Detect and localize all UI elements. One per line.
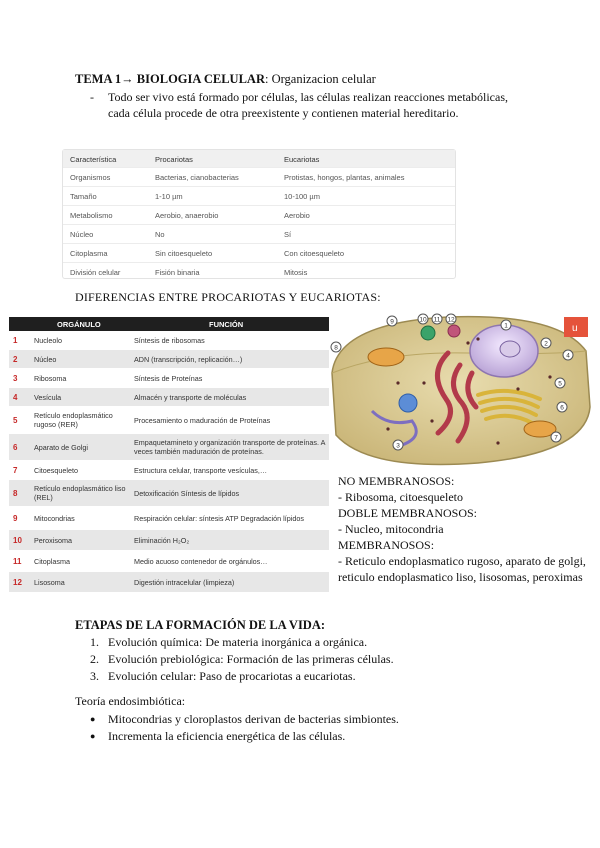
nucleolus [500,341,520,357]
organelle-number: 11 [13,556,22,566]
table-cell: Aerobio, anaerobio [155,211,219,220]
list-text: Evolución celular: Paso de procariotas a eucariotas. [108,669,356,683]
table-row [9,350,329,369]
membrane-line: - Ribosoma, citoesqueleto [338,490,463,504]
organelle-name: Nucleolo [34,335,62,345]
list-item [90,711,399,728]
organelle-name: Mitocondrias [34,513,75,523]
organelle-function: Empaquetamineto y organización transporte de proteínas. A veces también maduración de proteínas. [134,438,325,456]
cell-label: 1 [504,322,508,330]
organelle-table [9,317,329,593]
table-cell: Metabolismo [70,211,113,220]
organelle-name: Ribosoma [34,373,67,383]
list-item [90,651,394,668]
cell-label: 4 [566,352,570,360]
theory-heading: Teoría endosimbiótica: [75,694,186,708]
table-row [9,507,329,530]
organelle-number: 6 [13,442,18,452]
table-row [9,388,329,407]
table-cell: Sin citoesqueleto [155,249,213,258]
membrane-line: - Nucleo, mitocondria [338,522,444,536]
differences-heading: DIFERENCIAS ENTRE PROCARIOTAS Y EUCARIOTAS: [75,290,381,304]
organelle-name: Peroxisoma [34,535,72,545]
table-row [9,572,329,593]
organelle-number: 9 [13,513,18,523]
theory-list [90,711,399,745]
table-row [63,206,455,225]
mitochondria [368,348,404,366]
svg-text:u: u [572,323,578,334]
organelle-function: Respiración celular: síntesis ATP Degradación lípidos [134,513,304,523]
organelle-name: Retículo endoplasmático rugoso (RER) [34,411,113,429]
list-item [90,728,399,745]
table-row [63,263,455,281]
table-cell: Fisión binaria [155,268,200,277]
list-item [90,634,394,651]
stages-list [90,634,394,685]
table-row [63,244,455,263]
bullet-icon: ● [90,714,96,724]
lysosome [421,326,435,340]
eukaryotic-cell-diagram [328,303,600,473]
membrane-line: NO MEMBRANOSOS: [338,474,455,488]
table-cell: División celular [70,268,121,277]
organelle-number: 2 [13,354,18,364]
peroxisome [448,325,460,337]
title-rest: : Organizacion celular [264,72,376,86]
organelle-function: Medio acuoso contenedor de orgánulos… [134,556,268,566]
table-row [9,480,329,507]
table-cell: Aerobio [284,211,310,220]
organelle-number: 5 [13,415,18,425]
organelle-number: 12 [13,577,22,587]
organelle-name: Aparato de Golgi [34,442,88,452]
stages-heading: ETAPAS DE LA FORMACIÓN DE LA VIDA: [75,618,326,632]
list-number: 2. [90,652,99,666]
organelle-name: Lisosoma [34,577,65,587]
cell-membrane [332,317,590,465]
cell-label: 8 [334,344,338,352]
table-row [9,461,329,480]
organelle-function: ADN (transcripción, replicación…) [134,354,243,364]
cell-label: 5 [558,380,562,388]
intro-paragraph: - Todo ser vivo está formado por células, las células realizan reacciones metabólicas, cada célula procede de otra preexistente y contienen material hereditario. [90,89,530,121]
cell-label: 6 [560,404,564,412]
list-text: Evolución prebiológica: Formación de las primeras células. [108,652,394,666]
header-cell: Procariotas [155,155,193,164]
intro-text: Todo ser vivo está formado por células, las células realizan reacciones metabólicas, cada célula procede de otra preexistente y contienen material hereditario. [108,90,508,120]
organelle-number: 4 [13,392,18,402]
table-cell: 10-100 µm [284,192,321,201]
comparison-header [63,150,455,168]
header-cell: ORGÁNULO [57,320,101,329]
organelle-function: Detoxificación Síntesis de lípidos [134,488,240,498]
organelle-table-header [9,317,329,331]
table-row [9,434,329,461]
cell-label: 7 [554,434,558,442]
organelle-number: 7 [13,465,18,475]
table-cell: Mitosis [284,268,308,277]
table-cell: Protistas, hongos, plantas, animales [284,173,405,182]
list-text: Mitocondrias y cloroplastos derivan de bacterias simbiontes. [108,712,399,726]
table-row [9,551,329,572]
table-cell: No [155,230,165,239]
table-cell: Con citoesqueleto [284,249,345,258]
organelle-function: Eliminación H₂O₂ [134,535,190,545]
table-row [9,331,329,350]
cell-label: 3 [396,442,400,450]
membrane-line: - Reticulo endoplasmatico rugoso, aparato de golgi, reticulo endoplasmatico liso, lisosomas, peroximas [338,554,586,584]
table-cell: Tamaño [70,192,97,201]
organelle-function: Procesamiento o maduración de Proteínas [134,415,271,425]
cell-label: 2 [544,340,548,348]
organelle-number: 10 [13,535,22,545]
organelle-function: Almacén y transporte de moléculas [134,392,247,402]
vesicle [399,394,417,412]
list-text: Incrementa la eficiencia energética de las células. [108,729,346,743]
table-cell: 1-10 µm [155,192,183,201]
organelle-function: Estructura celular, transporte vesículas,… [134,465,268,475]
title-bold: TEMA 1→ BIOLOGIA CELULAR [75,72,265,86]
table-row [9,369,329,388]
comparison-table [62,149,456,279]
organelle-function: Síntesis de ribosomas [134,335,205,345]
organelle-name: Citoplasma [34,556,70,566]
cell-label: 10 [419,316,427,324]
organelle-number: 8 [13,488,18,498]
header-cell: FUNCIÓN [209,320,244,329]
page-title [75,72,376,87]
organelle-name: Vesícula [34,392,62,402]
table-cell: Citoplasma [70,249,108,258]
cell-label: 12 [447,316,455,324]
membrane-line: MEMBRANOSOS: [338,538,435,552]
table-row [9,407,329,434]
list-number: 3. [90,669,99,683]
table-row [63,168,455,187]
membrane-classification [338,473,598,585]
table-cell: Núcleo [70,230,94,239]
organelle-number: 3 [13,373,18,383]
table-cell: Bacterias, cianobacterias [155,173,239,182]
cell-label: 11 [433,316,441,324]
membrane-line: DOBLE MEMBRANOSOS: [338,506,478,520]
table-cell: Sí [284,230,292,239]
organelle-number: 1 [13,335,18,345]
table-row [9,530,329,551]
bullet-icon: ● [90,731,96,741]
header-cell: Eucariotas [284,155,320,164]
organelle-function: Digestión intracelular (limpieza) [134,577,235,587]
list-item [90,668,394,685]
table-cell: Organismos [70,173,111,182]
organelle-function: Síntesis de Proteínas [134,373,203,383]
table-row [63,225,455,244]
organelle-name: Núcleo [34,354,57,364]
table-row [63,187,455,206]
cell-label: 9 [390,318,394,326]
organelle-name: Citoesqueleto [34,465,78,475]
header-cell: Característica [70,155,117,164]
list-text: Evolución química: De materia inorgánica a orgánica. [108,635,368,649]
list-number: 1. [90,635,99,649]
organelle-name: Retículo endoplasmático liso (REL) [34,484,126,502]
